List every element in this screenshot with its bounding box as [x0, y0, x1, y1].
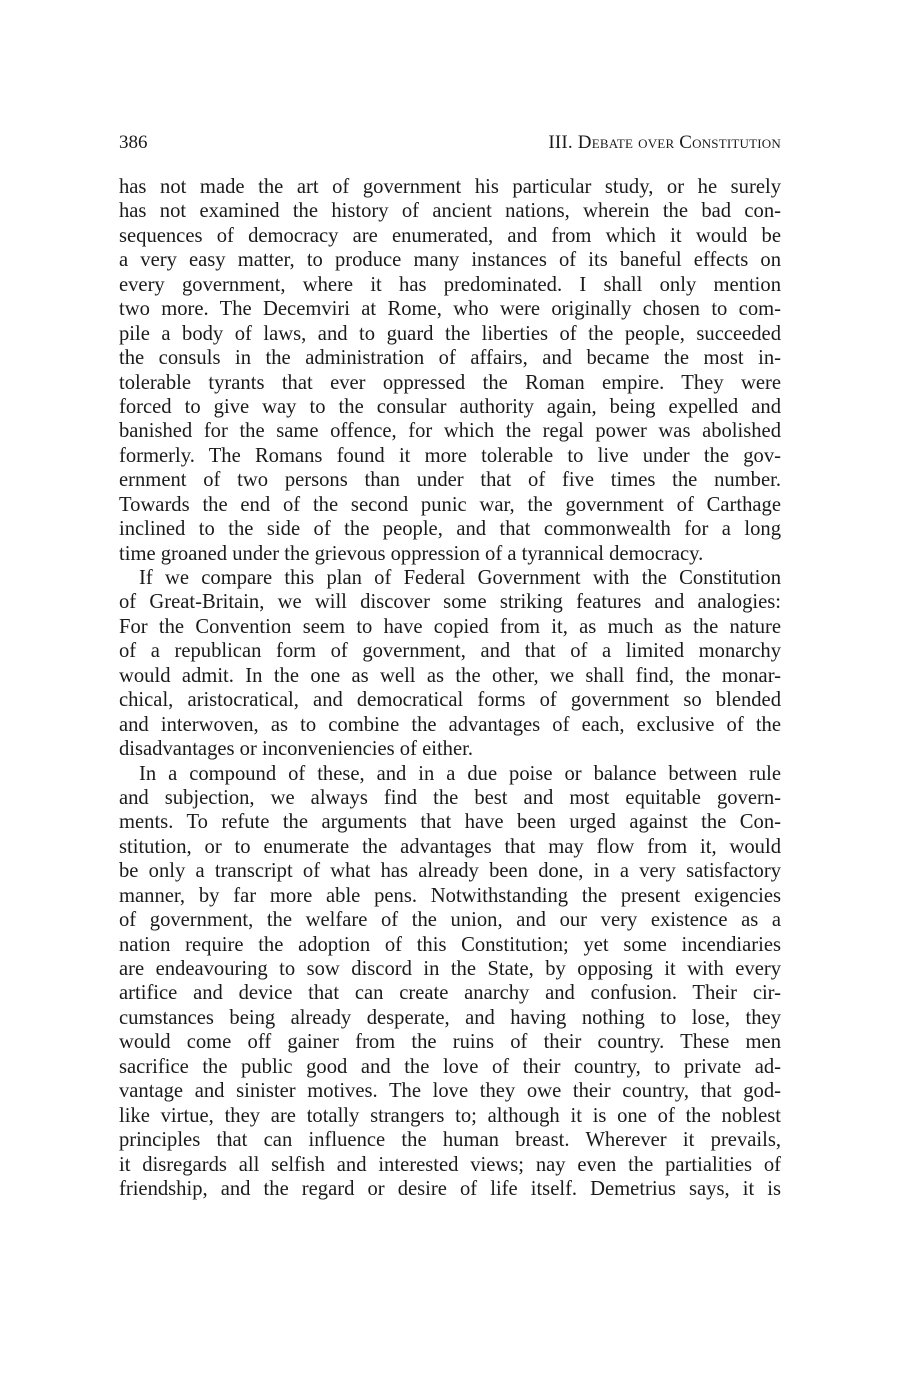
text-line: stitution, or to enumerate the advantages that may flow from it, would: [119, 835, 781, 858]
text-line: of a republican form of government, and that of a limited monarchy: [119, 640, 781, 663]
text-line: tolerable tyrants that ever oppressed the Roman empire. They were: [119, 371, 781, 394]
text-line: it disregards all selfish and interested views; nay even the partialities of: [119, 1153, 781, 1176]
text-line: of Great-Britain, we will discover some striking features and analogies:: [119, 591, 781, 614]
text-line: In a compound of these, and in a due poise or balance between rule: [139, 762, 781, 785]
text-line: would come off gainer from the ruins of their country. These men: [119, 1031, 781, 1054]
paragraph: [119, 566, 781, 762]
paragraph: [119, 175, 781, 566]
text-line: principles that can influence the human breast. Wherever it prevails,: [119, 1129, 781, 1152]
text-line: of government, the welfare of the union, and our very existence as a: [119, 909, 781, 932]
text-line: ernment of two persons than under that of five times the number.: [119, 469, 781, 492]
text-line: sequences of democracy are enumerated, and from which it would be: [119, 224, 781, 247]
text-line: be only a transcript of what has already been done, in a very satisfactory: [119, 860, 781, 883]
text-line: and subjection, we always find the best and most equitable govern-: [119, 786, 781, 809]
text-line: sacrifice the public good and the love of their country, to private ad-: [119, 1055, 781, 1078]
text-line: friendship, and the regard or desire of life itself. Demetrius says, it is: [119, 1177, 781, 1200]
text-line: ments. To refute the arguments that have been urged against the Con-: [119, 811, 781, 834]
text-line: artifice and device that can create anarchy and confusion. Their cir-: [119, 982, 781, 1005]
running-title-text: III. Debate over Constitution: [548, 132, 781, 153]
text-line: formerly. The Romans found it more tolerable to live under the gov-: [119, 444, 781, 467]
text-line: would admit. In the one as well as the other, we shall find, the monar-: [119, 664, 781, 687]
text-line: has not made the art of government his particular study, or he surely: [119, 176, 781, 198]
text-line: two more. The Decemviri at Rome, who were originally chosen to com-: [119, 298, 781, 321]
text-line: If we compare this plan of Federal Government with the Constitution: [139, 567, 781, 589]
text-line: has not examined the history of ancient nations, wherein the bad con-: [119, 200, 781, 223]
text-line: nation require the adoption of this Constitution; yet some incendiaries: [119, 933, 781, 956]
body-text: [119, 175, 781, 1201]
text-line: chical, aristocratical, and democratical forms of government so blended: [119, 689, 781, 712]
text-line: cumstances being already desperate, and having nothing to lose, they: [119, 1006, 781, 1029]
text-line: Towards the end of the second punic war, the government of Carthage: [119, 493, 781, 516]
running-title: [548, 129, 781, 157]
text-line: manner, by far more able pens. Notwithstanding the present exigencies: [119, 884, 781, 907]
text-line: disadvantages or inconveniencies of either.: [119, 738, 473, 761]
text-line: For the Convention seem to have copied from it, as much as the nature: [119, 615, 781, 638]
running-head: [119, 129, 781, 157]
text-line: inclined to the side of the people, and that commonwealth for a long: [119, 518, 781, 541]
text-line: like virtue, they are totally strangers to; although it is one of the noblest: [119, 1104, 781, 1127]
text-line: vantage and sinister motives. The love they owe their country, that god-: [119, 1080, 781, 1103]
text-line: a very easy matter, to produce many instances of its baneful effects on: [119, 249, 781, 272]
text-line: pile a body of laws, and to guard the liberties of the people, succeeded: [119, 322, 781, 345]
text-line: and interwoven, as to combine the advantages of each, exclusive of the: [119, 713, 781, 736]
page-number: 386: [119, 132, 148, 153]
paragraph: [119, 762, 781, 1202]
text-line: are endeavouring to sow discord in the State, by opposing it with every: [119, 958, 781, 980]
text-line: forced to give way to the consular authority again, being expelled and: [119, 395, 781, 418]
text-line: time groaned under the grievous oppression of a tyrannical democracy.: [119, 542, 704, 565]
text-line: banished for the same offence, for which the regal power was abolished: [119, 420, 781, 443]
text-line: the consuls in the administration of affairs, and became the most in-: [119, 347, 781, 370]
text-line: every government, where it has predominated. I shall only mention: [119, 273, 781, 296]
